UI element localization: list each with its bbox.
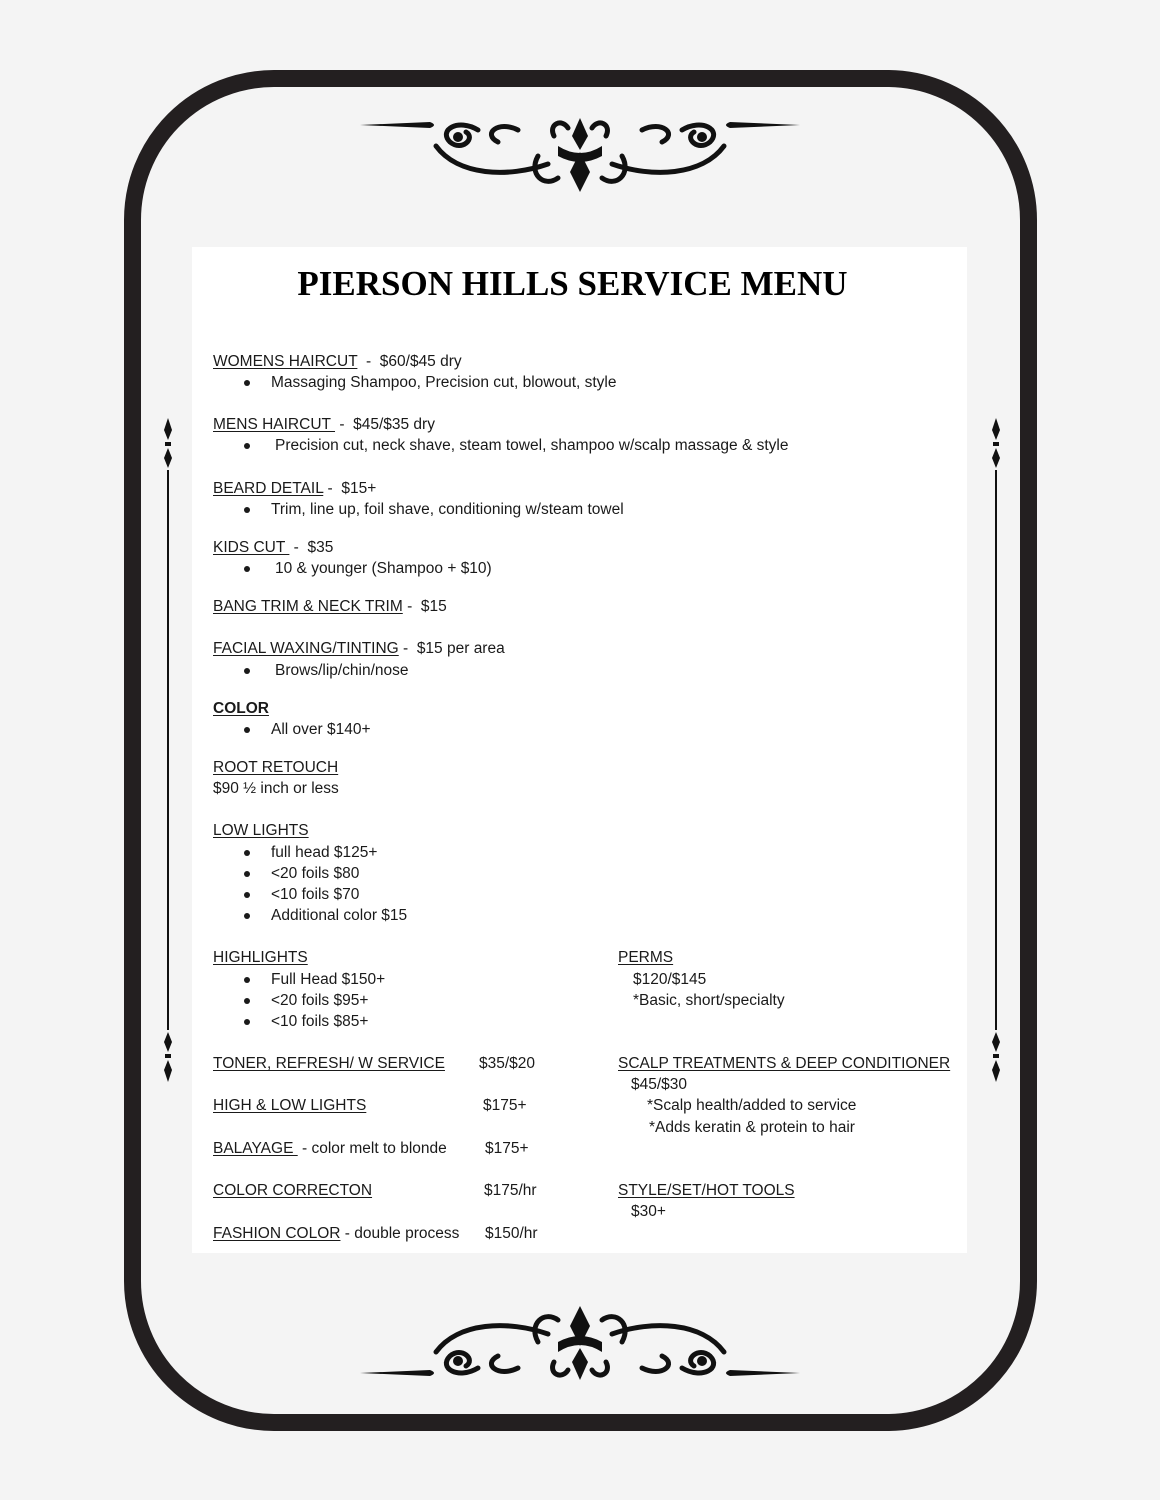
bottom-flourish-ornament — [358, 1304, 802, 1382]
style-set-heading: STYLE/SET/HOT TOOLS — [618, 1182, 795, 1199]
service-detail: <20 foils $80 — [271, 865, 360, 882]
bullet — [244, 998, 250, 1004]
mens-haircut-row — [213, 417, 435, 433]
service-detail: Precision cut, neck shave, steam towel, shampoo w/scalp massage & style — [275, 437, 789, 454]
balayage-row — [213, 1141, 447, 1157]
service-price: - $35 — [289, 539, 334, 556]
bullet — [244, 913, 250, 919]
bullet — [244, 1019, 250, 1025]
high-low-lights-heading: HIGH & LOW LIGHTS — [213, 1097, 367, 1114]
service-price: - $15+ — [323, 480, 377, 497]
service-price: $175+ — [483, 1097, 527, 1114]
bullet — [244, 977, 250, 983]
color-heading: COLOR — [213, 700, 269, 717]
right-divider-ornament — [989, 418, 1003, 1082]
service-price: $35/$20 — [479, 1055, 536, 1072]
service-detail: *Scalp health/added to service — [647, 1097, 857, 1114]
service-detail: Additional color $15 — [271, 907, 408, 924]
service-detail: full head $125+ — [271, 844, 378, 861]
service-price: - $45/$35 dry — [335, 416, 435, 433]
service-name: FACIAL WAXING/TINTING — [213, 640, 399, 657]
service-detail: $90 ½ inch or less — [213, 780, 339, 797]
bullet — [244, 507, 250, 513]
service-note: - double process — [340, 1225, 460, 1242]
service-detail: Brows/lip/chin/nose — [275, 662, 409, 679]
service-detail: <20 foils $95+ — [271, 992, 369, 1009]
service-price: - $15 per area — [398, 640, 505, 657]
service-price: - $15 — [402, 598, 447, 615]
root-retouch-heading: ROOT RETOUCH — [213, 759, 339, 776]
womens-haircut-row — [213, 354, 462, 370]
service-detail: Full Head $150+ — [271, 971, 386, 988]
bullet — [244, 727, 250, 733]
service-detail: *Basic, short/specialty — [633, 992, 785, 1009]
service-price: $30+ — [631, 1203, 666, 1220]
kids-cut-row — [213, 540, 333, 556]
bullet — [244, 871, 250, 877]
bullet — [244, 566, 250, 572]
bullet — [244, 443, 250, 449]
service-name: WOMENS HAIRCUT — [213, 353, 358, 370]
service-price: $150/hr — [485, 1225, 538, 1242]
service-name: BALAYAGE — [213, 1140, 298, 1157]
service-detail: Trim, line up, foil shave, conditioning w/steam towel — [271, 501, 624, 518]
top-flourish-ornament — [358, 116, 802, 194]
service-detail: $120/$145 — [633, 971, 707, 988]
bullet — [244, 380, 250, 386]
service-price: - $60/$45 dry — [357, 353, 462, 370]
left-divider-ornament — [161, 418, 175, 1082]
service-note: - color melt to blonde — [297, 1140, 447, 1157]
service-price: $175/hr — [484, 1182, 537, 1199]
fashion-color-row — [213, 1226, 459, 1242]
service-name: MENS HAIRCUT — [213, 416, 336, 433]
service-price: $45/$30 — [631, 1076, 688, 1093]
low-lights-heading: LOW LIGHTS — [213, 822, 309, 839]
service-detail: Massaging Shampoo, Precision cut, blowout, style — [271, 374, 617, 391]
color-correction-heading: COLOR CORRECTON — [213, 1182, 373, 1199]
highlights-heading: HIGHLIGHTS — [213, 949, 308, 966]
service-name: BANG TRIM & NECK TRIM — [213, 598, 403, 615]
menu-title: PIERSON HILLS SERVICE MENU — [297, 264, 848, 303]
bullet — [244, 668, 250, 674]
bang-trim-row — [213, 599, 447, 615]
service-name: BEARD DETAIL — [213, 480, 324, 497]
service-price: $175+ — [485, 1140, 529, 1157]
scalp-treatments-heading: SCALP TREATMENTS & DEEP CONDITIONER — [618, 1055, 951, 1072]
service-name: FASHION COLOR — [213, 1225, 341, 1242]
service-name: KIDS CUT — [213, 539, 290, 556]
service-detail: All over $140+ — [271, 721, 371, 738]
bullet — [244, 850, 250, 856]
service-detail: *Adds keratin & protein to hair — [649, 1119, 855, 1136]
beard-detail-row — [213, 481, 376, 497]
facial-waxing-row — [213, 641, 505, 657]
service-detail: <10 foils $85+ — [271, 1013, 369, 1030]
service-detail: <10 foils $70 — [271, 886, 360, 903]
perms-heading: PERMS — [618, 949, 674, 966]
service-detail: 10 & younger (Shampoo + $10) — [275, 560, 492, 577]
toner-heading: TONER, REFRESH/ W SERVICE — [213, 1055, 445, 1072]
bullet — [244, 892, 250, 898]
